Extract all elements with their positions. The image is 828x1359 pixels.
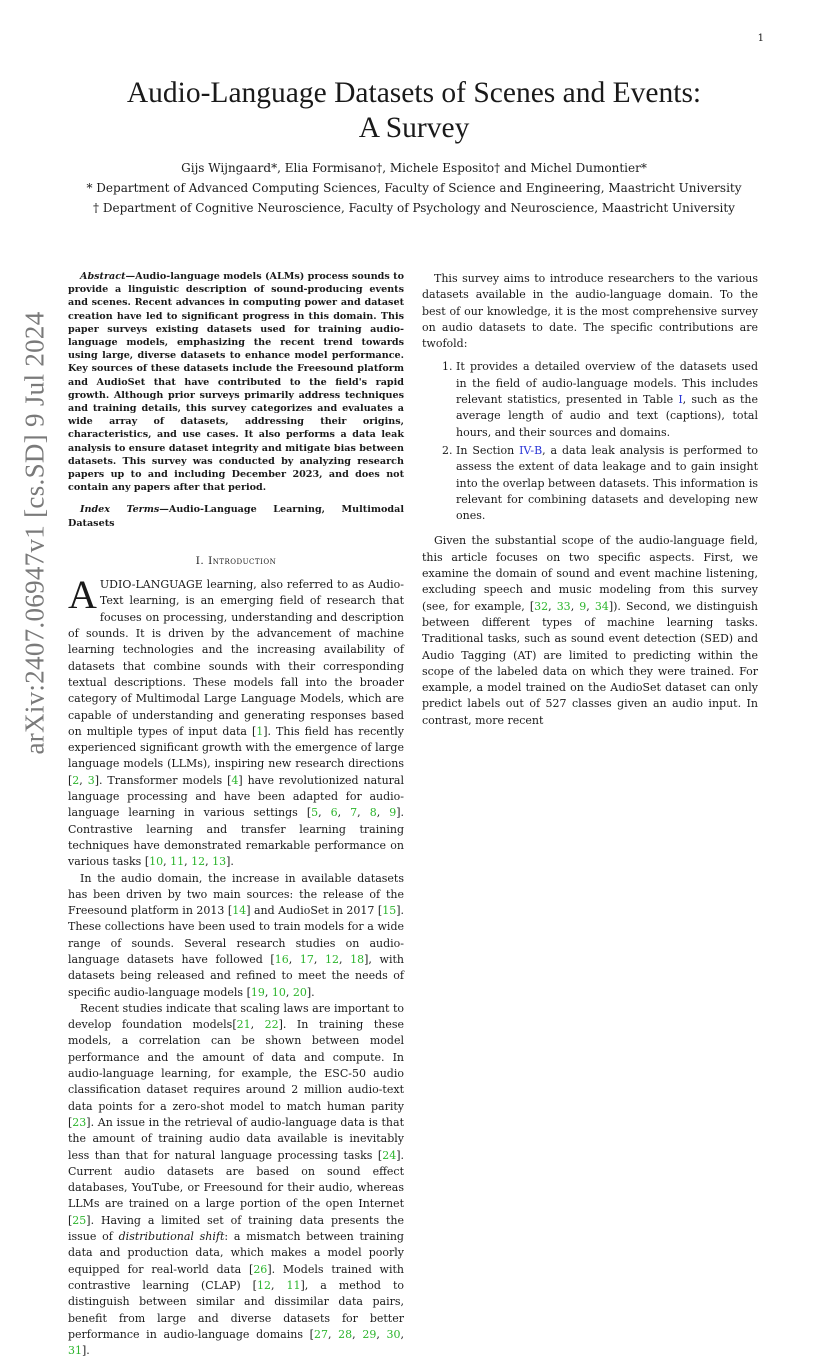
citation-link[interactable]: 27 — [313, 1327, 328, 1341]
text-run: In Section — [456, 443, 520, 457]
text-run: , — [79, 773, 88, 787]
citation-link[interactable]: 31 — [68, 1344, 82, 1358]
citation-link[interactable]: 19 — [250, 985, 265, 999]
citation-link[interactable]: 2 — [72, 773, 80, 787]
text-run: , — [548, 599, 557, 613]
title-line-2: A Survey — [358, 112, 470, 144]
text-run: ]. Contrastive learning and transfer learning training techniques have demonstrated remarkable performance on various tasks [ — [68, 806, 404, 869]
citation-link[interactable]: 21 — [236, 1018, 251, 1032]
text-run: Recent studies indicate that scaling laws are important to develop foundation models[ — [68, 1001, 404, 1032]
left-column — [68, 270, 404, 1359]
intro-paragraph-5 — [422, 533, 758, 729]
author-names: Gijs Wijngaard*, Elia Formisano†, Michele Esposito† and Michel Dumontier* — [181, 161, 647, 175]
intro-paragraph-2 — [68, 871, 404, 1001]
author-block — [60, 158, 768, 218]
arxiv-identifier-stamp: arXiv:2407.06947v1 [cs.SD] 9 Jul 2024 — [19, 311, 50, 755]
index-terms-text: —Audio-Language Learning, Multimodal Datasets — [68, 504, 404, 529]
text-run: , — [264, 985, 272, 999]
text-run: This survey aims to introduce researchers to the various datasets available in the audio-language domain. To the best of our knowledge, it is the most comprehensive survey on audio datasets to date. The specific contributions are twofold: — [422, 272, 758, 351]
text-run: , — [184, 855, 192, 869]
text-run: In the audio domain, the increase in available datasets has been driven by two main sources: the release of the Freesound platform in 2013 [ — [68, 871, 404, 918]
text-run: , such as the average length of audio and text (captions), total hours, and their sources and domains. — [456, 393, 758, 439]
text-run: ] and AudioSet in 2017 [ — [246, 904, 383, 918]
abstract-text: —Audio-language models (ALMs) process sounds to provide a linguistic description of sound-producing events and scenes. Recent advances in computing power and dataset creation have led to significant progress in this domain. This paper surveys existing datasets used for training audio-language models, emphasizing the recent trend towards using large, diverse datasets to enhance model performance. Key sources of these datasets include the Freesound platform and AudioSet that have contributed to the field's rapid growth. Although prior surveys primarily address techniques and training details, this survey categorizes and evaluates a wide array of datasets, addressing their origins, characteristics, and use cases. It also performs a data leak analysis to ensure dataset integrity and mitigate bias between datasets. This survey was conducted by analyzing research papers up to and including December 2023, and does not contain any papers after that period. — [68, 271, 404, 494]
text-run: ]). Second, we distinguish between different types of machine learning tasks. Traditional tasks, such as sound event detection (SED) and Audio Tagging (AT) are limited to predicting within the scope of the labeled data on which they were trained. For example, a model trained on the AudioSet dataset can only predict labels out of 527 classes given an audio input. In contrast, more recent — [422, 599, 759, 727]
text-run: , — [570, 599, 580, 613]
intro-paragraph-1 — [68, 572, 404, 870]
citation-link[interactable]: 28 — [338, 1327, 353, 1341]
text-run: , — [250, 1018, 265, 1032]
citation-link[interactable]: 26 — [253, 1262, 268, 1276]
text-run: , — [400, 1327, 405, 1341]
text-run: ]. These collections have been used to train models for a wide range of sounds. Several research studies on audio-language datasets have followed [ — [68, 904, 405, 966]
citation-link[interactable]: 14 — [232, 904, 247, 918]
text-run: , — [327, 1327, 339, 1341]
citation-link[interactable]: 6 — [330, 806, 338, 820]
text-run: ]. — [226, 855, 234, 869]
text-run: , — [376, 1327, 387, 1341]
text-run: , — [288, 952, 300, 966]
drop-cap: A — [68, 572, 97, 618]
text-run: , — [313, 952, 325, 966]
text-run: : a mismatch between training data and production data, which makes a model poorly equipped for real-world data [ — [68, 1230, 404, 1276]
citation-link[interactable]: 17 — [299, 952, 314, 966]
text-run: ], with datasets being released and refined to meet the needs of specific audio-language models [ — [68, 952, 405, 999]
text-run: ] have revolutionized natural language processing and have been adapted for audio-language learning in various settings [ — [68, 773, 404, 820]
text-run: , — [318, 806, 331, 820]
intro-paragraph-3 — [68, 1001, 404, 1359]
citation-link[interactable]: 9 — [389, 806, 397, 820]
citation-link[interactable]: 29 — [362, 1327, 377, 1341]
emphasized-term: distributional shift — [118, 1230, 225, 1244]
citation-link[interactable]: 24 — [382, 1148, 397, 1162]
intro-paragraph-4 — [422, 271, 758, 352]
citation-link[interactable]: 34 — [594, 599, 609, 613]
citation-link[interactable]: 4 — [231, 773, 239, 787]
text-run: , — [586, 599, 595, 613]
text-run: , a data leak analysis is performed to assess the extent of data leakage and to gain insight into the overlap between datasets. This information is relevant for combining datasets and developing new ones. — [456, 443, 758, 523]
title-line-1: Audio-Language Datasets of Scenes and Events: — [126, 77, 702, 109]
paper-title — [60, 76, 768, 146]
section-heading: I. Introduction — [195, 554, 277, 567]
text-run: , — [270, 1278, 287, 1292]
citation-link[interactable]: 12 — [256, 1278, 271, 1292]
abstract-lead: Abstract — [80, 271, 126, 282]
index-terms — [68, 503, 404, 529]
text-run: ]. Transformer models [ — [94, 773, 232, 787]
citation-link[interactable]: 13 — [212, 855, 227, 869]
text-run: ]. In training these models, a correlation can be shown between model performance and the amount of data and compute. In audio-language learning, for example, the ESC-50 audio classification dataset requires around 2 million audio-text data points for a zero-shot model to match human parity [ — [68, 1018, 404, 1129]
citation-link[interactable]: 12 — [191, 855, 206, 869]
text-run: UDIO-LANGUAGE learning, also referred to as Audio-Text learning, is an emerging field of research that focuses on processing, understanding and description of sounds. It is driven by the advancement of machine learning technologies and the increasing availability of datasets that combine sounds with their corresponding textual descriptions. These models fall into the broader category of Multimodal Large Language Models, which are capable of understanding and generating responses based on multiple types of input data [ — [68, 578, 404, 738]
text-run: , — [352, 1327, 363, 1341]
citation-link[interactable]: 20 — [292, 985, 307, 999]
affiliation-2: † Department of Cognitive Neuroscience, Faculty of Psychology and Neuroscience, Maastricht University — [93, 201, 735, 215]
contribution-item — [456, 359, 758, 440]
abstract — [68, 270, 404, 494]
citation-link[interactable]: 12 — [325, 952, 339, 966]
citation-link[interactable]: 33 — [556, 599, 571, 613]
citation-link[interactable]: 18 — [350, 952, 365, 966]
cross-reference-link[interactable]: I — [678, 393, 683, 407]
cross-reference-link[interactable]: IV-B — [519, 443, 543, 457]
text-run: ], a method to distinguish between similar and dissimilar data pairs, benefit from large and diverse datasets for better performance in audio-language domains [ — [68, 1278, 404, 1341]
citation-link[interactable]: 15 — [382, 904, 397, 918]
contribution-item — [456, 443, 758, 524]
citation-link[interactable]: 8 — [369, 806, 377, 820]
citation-link[interactable]: 11 — [286, 1278, 301, 1292]
citation-link[interactable]: 32 — [534, 599, 549, 613]
citation-link[interactable]: 5 — [311, 806, 319, 820]
contribution-list — [422, 359, 758, 524]
text-run: ]. — [306, 985, 315, 999]
text-run: ]. An issue in the retrieval of audio-language data is that the amount of training audio data available is inevitably less than that for natural language processing tasks [ — [68, 1115, 404, 1162]
text-run: , — [337, 806, 351, 820]
text-run: , — [285, 985, 293, 999]
text-run: ]. Current audio datasets are based on sound effect databases, YouTube, or Freesound for their audio, whereas LLMs are trained on a large portion of the open Internet [ — [68, 1148, 404, 1227]
citation-link[interactable]: 22 — [264, 1018, 279, 1032]
text-run: ]. — [82, 1344, 90, 1358]
citation-link[interactable]: 10 — [271, 985, 286, 999]
index-terms-lead: Index Terms — [80, 504, 160, 516]
citation-link[interactable]: 11 — [170, 855, 185, 869]
citation-link[interactable]: 9 — [579, 599, 587, 613]
citation-link[interactable]: 7 — [350, 806, 358, 820]
text-run: , — [376, 806, 390, 820]
text-run: Given the substantial scope of the audio-language field, this article focuses on two specific aspects. First, we examine the domain of sound and event machine listening, excluding speech and music modeling from this survey (see, for example, [ — [422, 534, 758, 613]
affiliation-1: * Department of Advanced Computing Sciences, Faculty of Science and Engineering, Maastricht University — [86, 181, 742, 195]
citation-link[interactable]: 1 — [256, 724, 264, 738]
text-run: ]. This field has recently experienced significant growth with the emergence of large language models (LLMs), inspiring new research directions [ — [68, 724, 404, 787]
text-run: It provides a detailed overview of the datasets used in the field of audio-language models. This includes relevant statistics, presented in Table — [456, 360, 758, 407]
citation-link[interactable]: 30 — [386, 1327, 401, 1341]
citation-link[interactable]: 3 — [87, 773, 95, 787]
citation-link[interactable]: 25 — [72, 1213, 87, 1227]
right-column — [422, 271, 758, 729]
text-run: ]. Models trained with contrastive learning (CLAP) [ — [68, 1262, 404, 1292]
citation-link[interactable]: 10 — [149, 855, 164, 869]
text-run: ]. Having a limited set of training data presents the issue of — [68, 1213, 404, 1244]
page-number: 1 — [757, 33, 764, 44]
text-run: , — [357, 806, 370, 820]
citation-link[interactable]: 23 — [72, 1115, 87, 1129]
text-run: , — [163, 855, 171, 869]
citation-link[interactable]: 16 — [274, 952, 289, 966]
text-run: , — [205, 855, 213, 869]
text-run: , — [339, 952, 351, 966]
